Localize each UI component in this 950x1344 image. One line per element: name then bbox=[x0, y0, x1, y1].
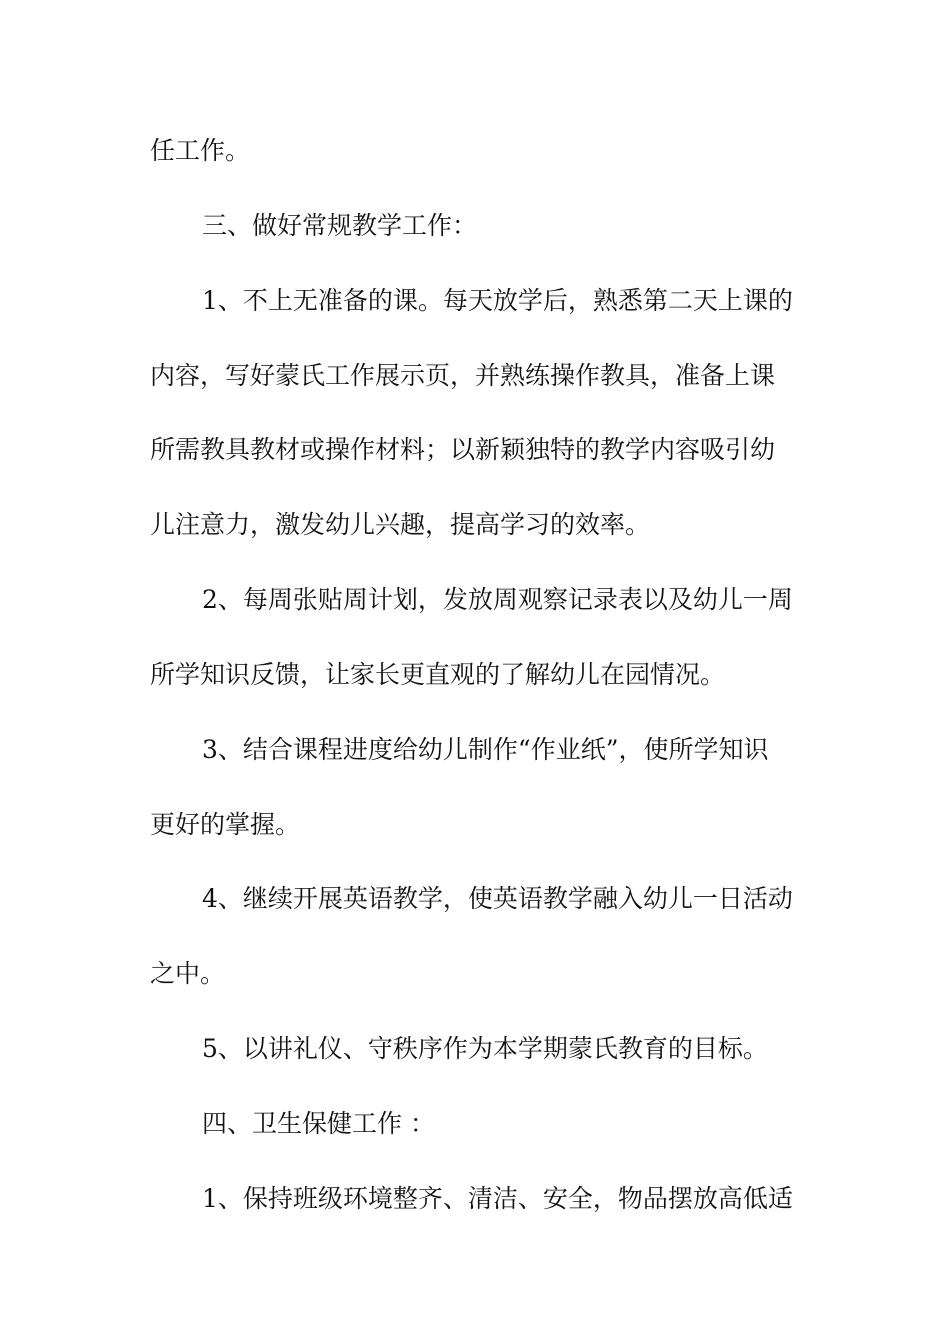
paragraph-line: 3、结合课程进度给幼儿制作“作业纸”，使所学知识 bbox=[202, 735, 769, 764]
paragraph-line: 儿注意力，激发幼儿兴趣，提高学习的效率。 bbox=[150, 510, 651, 539]
paragraph-line: 2、每周张贴周计划，发放周观察记录表以及幼儿一周 bbox=[202, 585, 793, 614]
paragraph-line: 4、继续开展英语教学，使英语教学融入幼儿一日活动 bbox=[202, 884, 793, 913]
paragraph-line: 1、不上无准备的课。每天放学后，熟悉第二天上课的 bbox=[202, 286, 793, 315]
paragraph-line: 所学知识反馈，让家长更直观的了解幼儿在园情况。 bbox=[150, 660, 726, 689]
paragraph-line: 5、以讲礼仪、守秩序作为本学期蒙氏教育的目标。 bbox=[202, 1034, 768, 1063]
paragraph-line: 之中。 bbox=[150, 959, 226, 988]
paragraph-line: 更好的掌握。 bbox=[150, 810, 301, 839]
section-heading: 三、做好常规教学工作： bbox=[202, 211, 478, 240]
paragraph-line: 内容，写好蒙氏工作展示页，并熟练操作教具，准备上课 bbox=[150, 361, 776, 390]
paragraph-line: 1、保持班级环境整齐、清洁、安全，物品摆放高低适 bbox=[202, 1184, 793, 1213]
paragraph-line: 任工作。 bbox=[150, 136, 251, 165]
paragraph-line: 所需教具教材或操作材料；以新颖独特的教学内容吸引幼 bbox=[150, 435, 776, 464]
section-heading: 四、卫生保健工作 ： bbox=[202, 1109, 435, 1138]
